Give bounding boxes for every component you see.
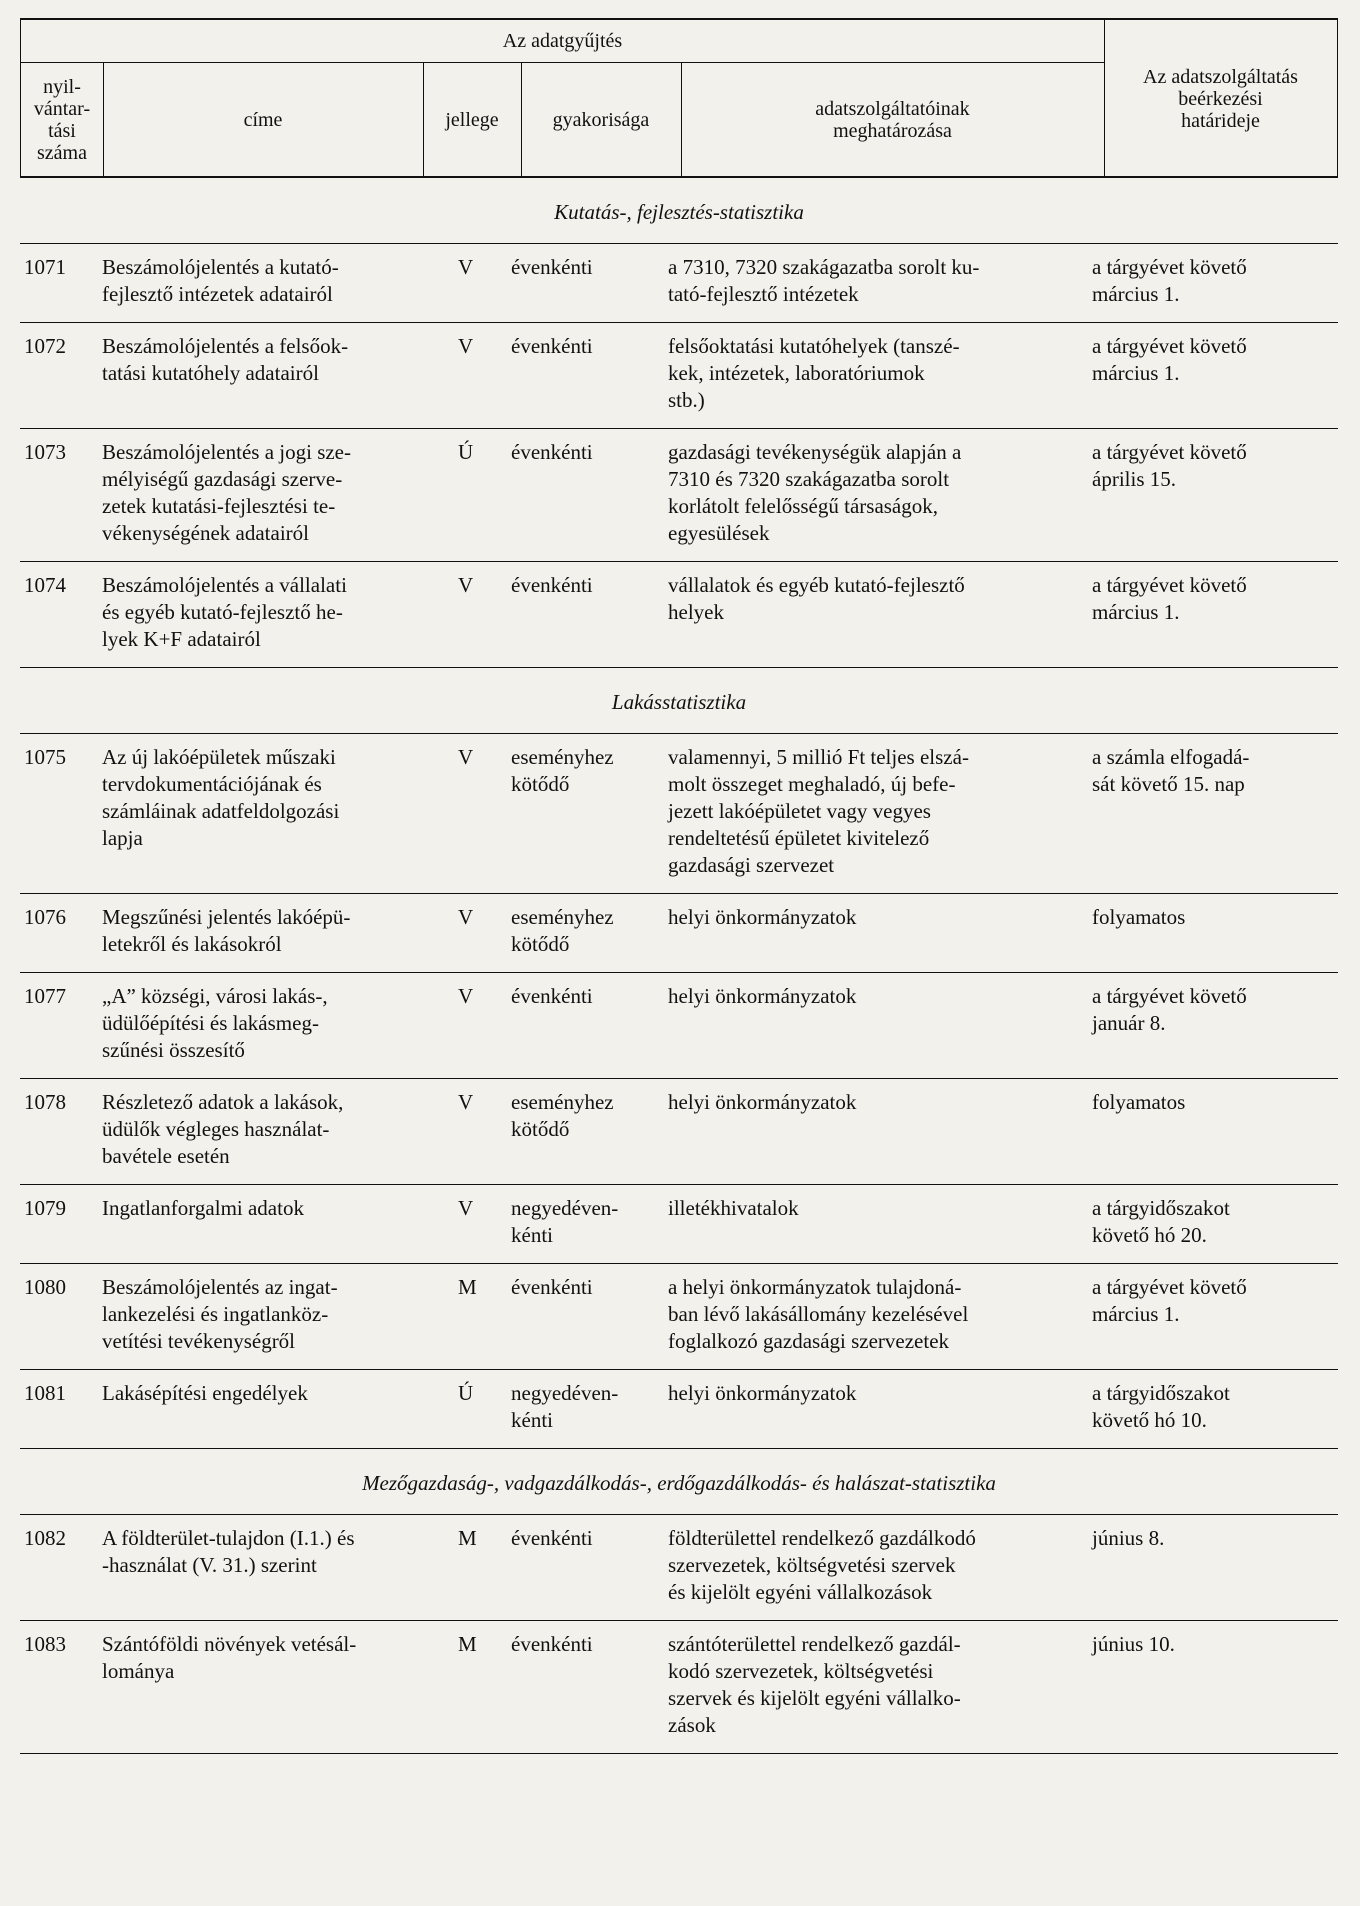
- row-frequency-line: évenkénti: [511, 255, 593, 279]
- row-providers-line: korlátolt felelősségű társaságok,: [668, 494, 939, 518]
- row-providers-line: gazdasági szervezet: [668, 853, 835, 877]
- row-providers-line: a helyi önkormányzatok tulajdoná-: [668, 1275, 962, 1299]
- row-deadline: [1092, 572, 1338, 653]
- row-frequency: [505, 1380, 668, 1434]
- row-title: [102, 1380, 440, 1434]
- row-title-line: Ingatlanforgalmi adatok: [102, 1196, 304, 1220]
- row-title-line: Beszámolójelentés a felsőok-: [102, 334, 349, 358]
- row-number: 1075: [24, 745, 66, 769]
- row-providers: [668, 1525, 1092, 1606]
- row-title-line: Megszűnési jelentés lakóépü-: [102, 905, 351, 929]
- row-providers-line: tató-fejlesztő intézetek: [668, 282, 859, 306]
- row-providers-line: szervek és kijelölt egyéni vállalko-: [668, 1686, 961, 1710]
- row-providers: [668, 1631, 1092, 1739]
- row-deadline-line: a tárgyévet követő: [1092, 573, 1247, 597]
- table-row: [20, 733, 1338, 894]
- row-number: 1080: [24, 1275, 66, 1299]
- row-title: [102, 983, 440, 1064]
- row-frequency-line: évenkénti: [511, 440, 593, 464]
- row-deadline-line: március 1.: [1092, 361, 1180, 385]
- row-providers-line: helyi önkormányzatok: [668, 984, 857, 1008]
- row-providers-line: molt összeget meghaladó, új befe-: [668, 772, 956, 796]
- table-row: [20, 894, 1338, 973]
- row-title-line: lankezelési és ingatlanköz-: [102, 1302, 329, 1326]
- row-frequency-line: eseményhez: [511, 905, 614, 929]
- row-type: V: [458, 984, 474, 1008]
- row-frequency-line: kénti: [511, 1223, 553, 1247]
- row-deadline-line: a tárgyévet követő: [1092, 1275, 1247, 1299]
- row-type: Ú: [458, 1381, 474, 1405]
- row-providers-line: jezett lakóépületet vagy vegyes: [668, 799, 931, 823]
- row-deadline: [1092, 439, 1338, 547]
- row-deadline-line: a tárgyévet követő: [1092, 334, 1247, 358]
- row-title-line: A földterület-tulajdon (I.1.) és: [102, 1526, 355, 1550]
- row-deadline-line: június 10.: [1092, 1632, 1175, 1656]
- row-title-line: lyek K+F adatairól: [102, 627, 261, 651]
- row-frequency-line: negyedéven-: [511, 1196, 619, 1220]
- row-title-line: vetítési tevékenységről: [102, 1329, 296, 1353]
- row-number: 1074: [24, 573, 66, 597]
- row-providers-line: kodó szervezetek, költségvetési: [668, 1659, 934, 1683]
- row-deadline-line: április 15.: [1092, 467, 1176, 491]
- row-frequency-line: negyedéven-: [511, 1381, 619, 1405]
- row-type: V: [458, 1196, 474, 1220]
- row-type: Ú: [458, 440, 474, 464]
- row-frequency-line: évenkénti: [511, 1526, 593, 1550]
- row-title-line: szűnési összesítő: [102, 1038, 245, 1062]
- row-number: 1083: [24, 1632, 66, 1656]
- row-title-line: zetek kutatási-fejlesztési te-: [102, 494, 336, 518]
- row-title-line: bavétele esetén: [102, 1144, 230, 1168]
- row-deadline-line: a tárgyidőszakot: [1092, 1196, 1230, 1220]
- row-providers-line: foglalkozó gazdasági szervezetek: [668, 1329, 950, 1353]
- row-deadline-line: a számla elfogadá-: [1092, 745, 1250, 769]
- row-title-line: -használat (V. 31.) szerint: [102, 1553, 317, 1577]
- row-title-line: Beszámolójelentés a vállalati: [102, 573, 347, 597]
- row-deadline-line: a tárgyévet követő: [1092, 440, 1247, 464]
- row-title-line: fejlesztő intézetek adatairól: [102, 282, 333, 306]
- row-number: 1072: [24, 334, 66, 358]
- row-deadline-line: folyamatos: [1092, 905, 1186, 929]
- row-title: [102, 572, 440, 653]
- section-title: Lakásstatisztika: [611, 690, 747, 714]
- row-number: 1076: [24, 905, 66, 929]
- row-frequency: [505, 333, 668, 414]
- row-title: [102, 1089, 440, 1170]
- section-title: Kutatás-, fejlesztés-statisztika: [554, 200, 804, 224]
- row-title-line: lománya: [102, 1659, 175, 1683]
- row-deadline-line: március 1.: [1092, 1302, 1180, 1326]
- table-row: [20, 243, 1338, 323]
- row-title-line: mélyiségű gazdasági szerve-: [102, 467, 343, 491]
- row-providers-line: földterülettel rendelkező gazdálkodó: [668, 1526, 976, 1550]
- row-frequency: [505, 254, 668, 308]
- row-providers-line: stb.): [668, 388, 705, 412]
- row-type: V: [458, 573, 474, 597]
- row-title: [102, 744, 440, 879]
- row-number: 1081: [24, 1381, 66, 1405]
- row-type: V: [458, 255, 474, 279]
- row-frequency: [505, 1274, 668, 1355]
- row-title: [102, 1195, 440, 1249]
- header-group-label: Az adatgyűjtés: [502, 30, 623, 52]
- row-providers-line: a 7310, 7320 szakágazatba sorolt ku-: [668, 255, 980, 279]
- row-title: [102, 904, 440, 958]
- row-frequency-line: eseményhez: [511, 745, 614, 769]
- row-frequency-line: évenkénti: [511, 334, 593, 358]
- row-providers-line: helyi önkormányzatok: [668, 1381, 857, 1405]
- row-deadline: [1092, 254, 1338, 308]
- row-frequency-line: évenkénti: [511, 573, 593, 597]
- row-title-line: lapja: [102, 826, 143, 850]
- row-deadline: [1092, 1631, 1338, 1739]
- row-providers-line: felsőoktatási kutatóhelyek (tanszé-: [668, 334, 960, 358]
- row-title-line: vékenységének adatairól: [102, 521, 309, 545]
- row-type: V: [458, 745, 474, 769]
- row-deadline-line: a tárgyidőszakot: [1092, 1381, 1230, 1405]
- row-deadline-line: március 1.: [1092, 282, 1180, 306]
- row-deadline: [1092, 983, 1338, 1064]
- row-type: V: [458, 905, 474, 929]
- row-title: [102, 1525, 440, 1606]
- row-title-line: üdülők végleges használat-: [102, 1117, 330, 1141]
- row-title-line: számláinak adatfeldolgozási: [102, 799, 340, 823]
- row-frequency-line: évenkénti: [511, 984, 593, 1008]
- header-col-deadline: Az adatszolgáltatás beérkezési határideje: [1143, 66, 1298, 132]
- row-title-line: és egyéb kutató-fejlesztő he-: [102, 600, 343, 624]
- row-title-line: Az új lakóépületek műszaki: [102, 745, 336, 769]
- row-deadline: [1092, 1195, 1338, 1249]
- row-frequency-line: eseményhez: [511, 1090, 614, 1114]
- row-title-line: Beszámolójelentés a jogi sze-: [102, 440, 351, 464]
- row-deadline-line: június 8.: [1092, 1526, 1165, 1550]
- row-providers-line: szervezetek, költségvetési szervek: [668, 1553, 956, 1577]
- row-title-line: tatási kutatóhely adatairól: [102, 361, 319, 385]
- row-frequency-line: évenkénti: [511, 1632, 593, 1656]
- row-deadline: [1092, 744, 1338, 879]
- row-number: 1082: [24, 1526, 66, 1550]
- row-title-line: Beszámolójelentés az ingat-: [102, 1275, 338, 1299]
- row-title: [102, 1631, 440, 1739]
- row-deadline-line: sát követő 15. nap: [1092, 772, 1245, 796]
- header-col-frequency: gyakorisága: [552, 109, 650, 131]
- row-deadline: [1092, 333, 1338, 414]
- row-providers-line: vállalatok és egyéb kutató-fejlesztő: [668, 573, 965, 597]
- row-providers-line: illetékhivatalok: [668, 1196, 799, 1220]
- row-number: 1073: [24, 440, 66, 464]
- row-providers: [668, 744, 1092, 879]
- row-providers-line: ban lévő lakásállomány kezelésével: [668, 1302, 969, 1326]
- row-frequency-line: kötődő: [511, 772, 570, 796]
- row-deadline-line: követő hó 20.: [1092, 1223, 1207, 1247]
- header-col-type: jellege: [445, 109, 499, 131]
- row-frequency: [505, 1195, 668, 1249]
- row-title-line: letekről és lakásokról: [102, 932, 282, 956]
- row-type: M: [458, 1275, 477, 1299]
- table-row: [20, 1079, 1338, 1185]
- row-number: 1078: [24, 1090, 66, 1114]
- row-providers-line: és kijelölt egyéni vállalkozások: [668, 1580, 933, 1604]
- row-frequency: [505, 1525, 668, 1606]
- row-title: [102, 254, 440, 308]
- table-row: [20, 1514, 1338, 1621]
- row-providers-line: kek, intézetek, laboratóriumok: [668, 361, 925, 385]
- row-title-line: Részletező adatok a lakások,: [102, 1090, 344, 1114]
- row-title-line: tervdokumentációjának és: [102, 772, 322, 796]
- row-frequency-line: évenkénti: [511, 1275, 593, 1299]
- row-providers-line: szántóterülettel rendelkező gazdál-: [668, 1632, 961, 1656]
- table-row: [20, 429, 1338, 562]
- row-deadline: [1092, 1274, 1338, 1355]
- row-frequency: [505, 1089, 668, 1170]
- row-providers-line: egyesülések: [668, 521, 770, 545]
- row-providers-line: valamennyi, 5 millió Ft teljes elszá-: [668, 745, 969, 769]
- row-title-line: üdülőépítési és lakásmeg-: [102, 1011, 319, 1035]
- row-frequency: [505, 439, 668, 547]
- row-providers: [668, 1380, 1092, 1434]
- row-frequency-line: kénti: [511, 1408, 553, 1432]
- row-providers: [668, 572, 1092, 653]
- row-title-line: Beszámolójelentés a kutató-: [102, 255, 339, 279]
- table-row: [20, 973, 1338, 1079]
- table-row: [20, 1185, 1338, 1264]
- row-providers: [668, 1089, 1092, 1170]
- header-col-providers: adatszolgáltatóinak meghatározása: [815, 98, 970, 142]
- row-title: [102, 439, 440, 547]
- row-deadline: [1092, 904, 1338, 958]
- table-row: [20, 1370, 1338, 1449]
- section-title: Mezőgazdaság-, vadgazdálkodás-, erdőgazdálkodás- és halászat-statisztika: [362, 1471, 996, 1495]
- row-frequency: [505, 904, 668, 958]
- row-type: V: [458, 1090, 474, 1114]
- header-col-number: nyil- vántar- tási száma: [33, 76, 91, 164]
- row-deadline-line: követő hó 10.: [1092, 1408, 1207, 1432]
- row-providers: [668, 254, 1092, 308]
- row-providers: [668, 439, 1092, 547]
- row-number: 1079: [24, 1196, 66, 1220]
- row-deadline-line: március 1.: [1092, 600, 1180, 624]
- row-providers-line: helyi önkormányzatok: [668, 1090, 857, 1114]
- row-providers-line: rendeltetésű épületet kivitelező: [668, 826, 930, 850]
- row-frequency-line: kötődő: [511, 932, 570, 956]
- row-frequency: [505, 572, 668, 653]
- row-type: V: [458, 334, 474, 358]
- row-providers-line: helyek: [668, 600, 724, 624]
- row-type: M: [458, 1526, 477, 1550]
- row-title-line: Lakásépítési engedélyek: [102, 1381, 308, 1405]
- row-providers: [668, 904, 1092, 958]
- row-type: M: [458, 1632, 477, 1656]
- row-deadline-line: a tárgyévet követő: [1092, 255, 1247, 279]
- table-header: [20, 18, 1338, 178]
- row-title-line: Szántóföldi növények vetésál-: [102, 1632, 357, 1656]
- row-number: 1071: [24, 255, 66, 279]
- table-row: [20, 1264, 1338, 1370]
- row-deadline-line: folyamatos: [1092, 1090, 1186, 1114]
- row-providers: [668, 983, 1092, 1064]
- row-providers: [668, 333, 1092, 414]
- row-frequency: [505, 983, 668, 1064]
- header-col-title: címe: [243, 109, 283, 131]
- row-providers-line: helyi önkormányzatok: [668, 905, 857, 929]
- table-row: [20, 323, 1338, 429]
- row-providers: [668, 1274, 1092, 1355]
- document-page: [20, 18, 1338, 1754]
- row-title-line: „A” községi, városi lakás-,: [102, 984, 328, 1008]
- row-deadline: [1092, 1089, 1338, 1170]
- table-row: [20, 1621, 1338, 1754]
- table-body: [20, 200, 1338, 1754]
- row-providers: [668, 1195, 1092, 1249]
- row-deadline-line: a tárgyévet követő: [1092, 984, 1247, 1008]
- row-title: [102, 1274, 440, 1355]
- row-frequency-line: kötődő: [511, 1117, 570, 1141]
- row-providers-line: gazdasági tevékenységük alapján a: [668, 440, 962, 464]
- row-providers-line: zások: [668, 1713, 716, 1737]
- row-providers-line: 7310 és 7320 szakágazatba sorolt: [668, 467, 950, 491]
- row-frequency: [505, 744, 668, 879]
- row-frequency: [505, 1631, 668, 1739]
- row-title: [102, 333, 440, 414]
- table-row: [20, 562, 1338, 668]
- row-deadline-line: január 8.: [1092, 1011, 1166, 1035]
- row-deadline: [1092, 1525, 1338, 1606]
- row-number: 1077: [24, 984, 66, 1008]
- row-deadline: [1092, 1380, 1338, 1434]
